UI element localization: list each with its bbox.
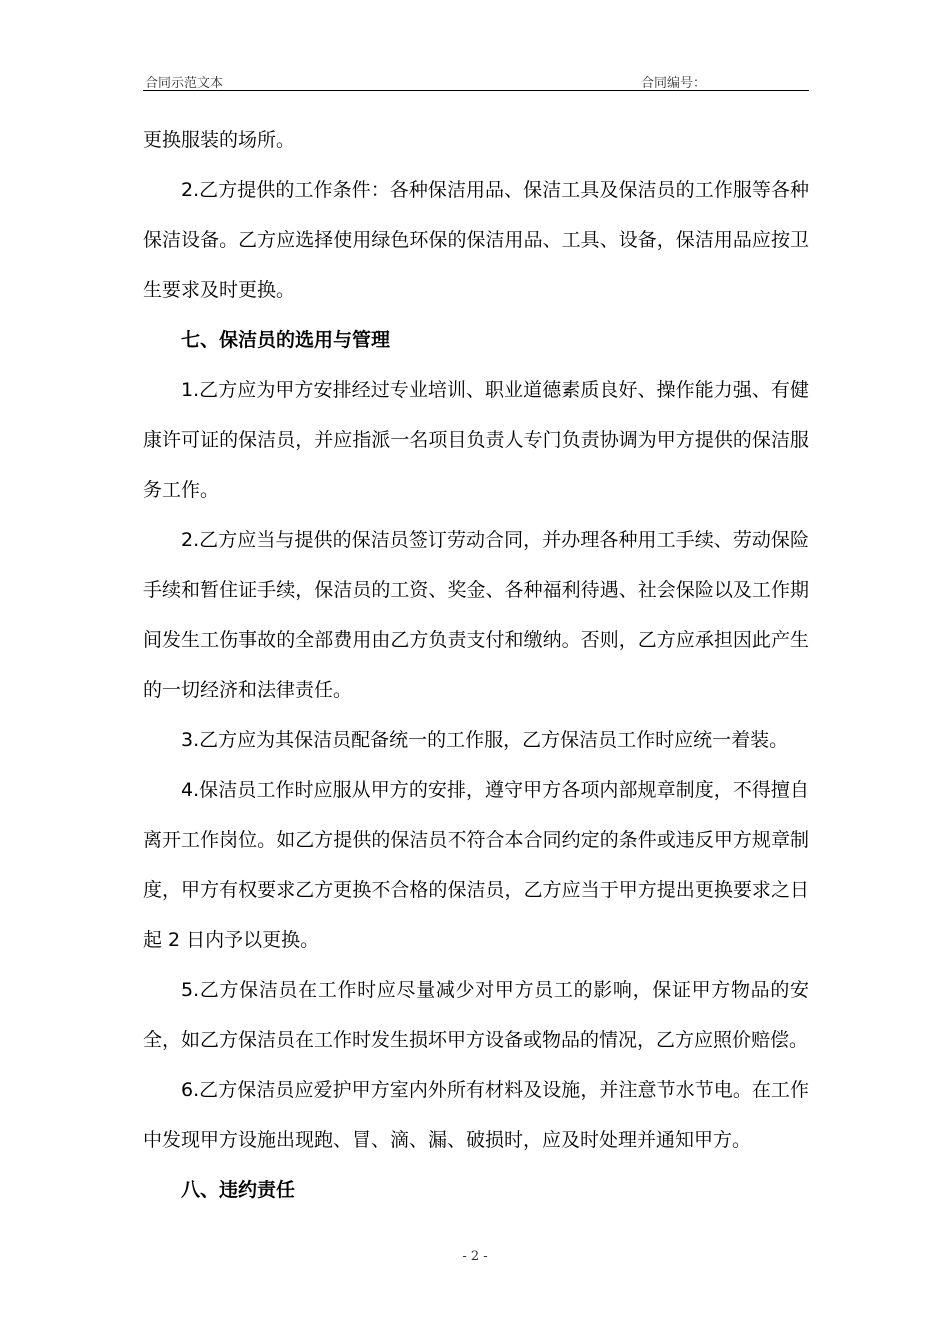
paragraph-clause-4: 4.保洁员工作时应服从甲方的安排，遵守甲方各项内部规章制度，不得擅自离开工作岗位。如乙方提供的保洁员不符合本合同约定的条件或违反甲方规章制度，甲方有权要求乙方更换不合格的保洁员，乙方应当于甲方提出更换要求之日起 2 日内予以更换。	[143, 779, 809, 951]
paragraph-clause-2: 2.乙方应当与提供的保洁员签订劳动合同，并办理各种用工手续、劳动保险手续和暂住证手续，保洁员的工资、奖金、各种福利待遇、社会保险以及工作期间发生工伤事故的全部费用由乙方负责支付和缴纳。否则，乙方应承担因此产生的一切经济和法律责任。	[143, 529, 809, 701]
paragraph-clause-6: 6.乙方保洁员应爱护甲方室内外所有材料及设施，并注意节水节电。在工作中发现甲方设施出现跑、冒、滴、漏、破损时，应及时处理并通知甲方。	[143, 1079, 809, 1151]
page-header	[143, 70, 809, 91]
paragraph-continuation: 更换服装的场所。	[143, 129, 296, 151]
paragraph-clause-3: 3.乙方应为其保洁员配备统一的工作服，乙方保洁员工作时应统一着装。	[181, 729, 789, 751]
paragraph-clause-1: 1.乙方应为甲方安排经过专业培训、职业道德素质良好、操作能力强、有健康许可证的保洁员，并应指派一名项目负责人专门负责协调为甲方提供的保洁服务工作。	[143, 379, 809, 501]
header-contract-number-label: 合同编号：	[641, 76, 707, 91]
header-doc-type: 合同示范文本	[145, 76, 224, 91]
section-heading-liability: 八、违约责任	[181, 1179, 296, 1201]
section-heading-cleaner-management: 七、保洁员的选用与管理	[181, 329, 391, 351]
document-body	[143, 115, 809, 1215]
paragraph-clause-5: 5.乙方保洁员在工作时应尽量减少对甲方员工的影响，保证甲方物品的安全，如乙方保洁员在工作时发生损坏甲方设备或物品的情况，乙方应照价赔偿。	[143, 979, 809, 1051]
page-number: - 2 -	[462, 1249, 488, 1264]
paragraph-work-conditions: 2.乙方提供的工作条件：各种保洁用品、保洁工具及保洁员的工作服等各种保洁设备。乙方应选择使用绿色环保的保洁用品、工具、设备，保洁用品应按卫生要求及时更换。	[143, 179, 809, 301]
